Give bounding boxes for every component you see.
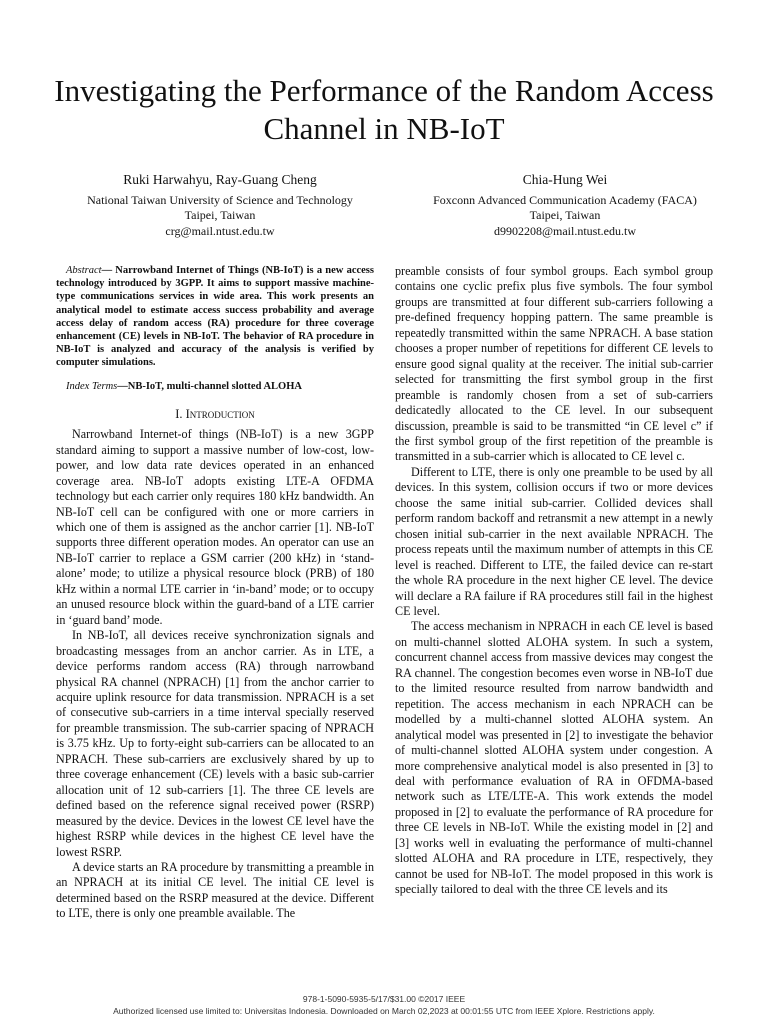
body-paragraph: In NB-IoT, all devices receive synchronization signals and broadcasting messages from an anchor carrier. As in LTE, a device performs random access (RA) through narrowband physical RA channel (NPRACH) [1] from the anchor carrier to acquire uplink resource for data transmission. NPRACH is a set of consecutive sub-carriers in a time interval specially reserved for preamble transmission. The sub-carrier spacing of NPRACH is 3.75 kHz. Up to forty-eight sub-carriers can be allocated to an NPRACH. These sub-carriers are exclusively shared by up to three coverage enhancement (CE) levels with a basic sub-carrier allocation unit of 12 sub-carriers [1]. The three CE levels are defined based on the reference signal received power (RSRP) measured by the device. Devices in the lowest CE level have the highest RSRP while devices in the highest CE level have the lowest RSRP. [56, 628, 374, 859]
footer-isbn: 978-1-5090-5935-5/17/$31.00 ©2017 IEEE [302, 994, 466, 1004]
abstract-text: — Narrowband Internet of Things (NB-IoT) is a new access technology introduced by 3GPP. It aims to support massive machine-type communications services in wide area. This work presents an analytical model to estimate access success probability and average access delay of random access (RA) procedure for three coverage enhancement (CE) levels in NB-IoT. The behavior of RA procedure in NB-IoT is analyzed and accuracy of the analysis is verified by computer simulations. [56, 265, 374, 369]
index-terms-text: —NB-IoT, multi-channel slotted ALOHA [117, 380, 302, 392]
footer-license: Authorized licensed use limited to: Universitas Indonesia. Downloaded on March 02,2023 at 00:01:55 UTC from IEEE Xplore. Restrictions apply. [113, 1006, 655, 1016]
author-block-left [40, 172, 400, 239]
author-email: crg@mail.ntust.edu.tw [165, 223, 275, 238]
body-paragraph: Different to LTE, there is only one preamble to be used by all devices. In this system, collision occurs if two or more devices choose the same initial sub-carrier. Collided devices shall perform random backoff and retransmit a new attempt in a newly chosen initial sub-carrier in the next available NPRACH. The process repeats until the maximum number of attempts in this CE level is reached. Different to LTE, the failed device can re-start the whole RA procedure in the next higher CE level. The device will declare a RA failure if RA procedures still fail in the highest CE level. [395, 464, 713, 618]
paper-title [40, 72, 728, 148]
author-names: Chia-Hung Wei [522, 172, 608, 187]
author-location: Taipei, Taiwan [184, 208, 256, 222]
author-names: Ruki Harwahyu, Ray-Guang Cheng [123, 172, 317, 187]
author-affiliation: National Taiwan University of Science and Technology [87, 192, 353, 207]
section-heading [56, 407, 374, 422]
abstract-lead: Abstract [66, 265, 102, 276]
body-paragraph: The access mechanism in NPRACH in each CE level is based on multi-channel slotted ALOHA system. In such a system, concurrent channel access from massive devices may congest the RA channel. The congestion becomes even worse in NB-IoT due to the limited resource resulted from narrow bandwidth and repetition. The access mechanism in each NPRACH can be modelled by a multi-channel slotted ALOHA system. An analytical model was presented in [2] to investigate the behavior of multi-channel slotted ALOHA system under congestion. A more comprehensive analytical model is also presented in [3] to deal with performance evaluation of RA in OFDMA-based network such as LTE/LTE-A. This work extends the model proposed in [2] to evaluate the performance of RA procedure for three CE levels in NB-IoT. While the existing model in [2] and [3] works well in evaluating the performance of multi-channel slotted ALOHA and RA procedure in LTE, respectively, they cannot be used for NB-IoT. The model proposed in this work is specially tailored to deal with the three CE levels and its [395, 619, 713, 897]
left-column [56, 264, 374, 922]
author-block-right [390, 172, 740, 239]
index-terms-lead: Index Terms [66, 380, 118, 392]
section-title: Introduction [185, 406, 255, 421]
abstract [56, 264, 374, 370]
author-affiliation: Foxconn Advanced Communication Academy (FACA) [433, 192, 697, 207]
index-terms [56, 380, 374, 393]
title-line-1: Investigating the Performance of the Random Access [54, 73, 714, 108]
section-number: I. [175, 406, 186, 421]
body-paragraph: preamble consists of four symbol groups. Each symbol group contains one cyclic prefix plus five symbols. The four symbol groups are transmitted at four different sub-carriers following a pre-defined frequency hopping pattern. The same preamble is repeatedly transmitted within the same NPRACH. A base station chooses a proper number of repetitions for different CE levels to ensure good signal quality at the receiver. The initial sub-carrier selected for transmitting the first symbol group in the first preamble is randomly chosen from a set of sub-carriers dedicatedly allocated to the CE level. In our subsequent discussion, preamble is said to be transmitted “in CE level c” if the first symbol group of the first repetition of the preamble is transmitted in a sub-carrier which is allocated to CE level c. [395, 264, 713, 464]
title-line-2: Channel in NB-IoT [263, 111, 505, 146]
body-paragraph: A device starts an RA procedure by transmitting a preamble in an NPRACH at its initial CE level. The initial CE level is determined based on the RSRP measured at the device. Different to LTE, there is only one preamble available. The [56, 859, 374, 921]
right-column [395, 264, 713, 898]
body-paragraph: Narrowband Internet-of things (NB-IoT) is a new 3GPP standard aiming to support a massive number of low-cost, low-power, and low data rate devices operated in an enhanced coverage area. NB-IoT adopts existing LTE-A OFDMA technology but each carrier only requires 180 kHz bandwidth. An NB-IoT cell can be configured with one or more carriers in which one of them is assigned as the anchor carrier [1]. NB-IoT supports three different operation modes. An operator can use an NB-IoT carrier to replace a GSM carrier (200 kHz) in ‘stand-alone’ mode; to utilize a physical resource block (PRB) of 180 kHz within a normal LTE carrier in ‘in-band’ mode; or to occupy an unused resource block within the guard-band of a LTE carrier in ‘guard band’ mode. [56, 427, 374, 627]
author-location: Taipei, Taiwan [529, 208, 601, 222]
author-email: d9902208@mail.ntust.edu.tw [493, 223, 637, 238]
